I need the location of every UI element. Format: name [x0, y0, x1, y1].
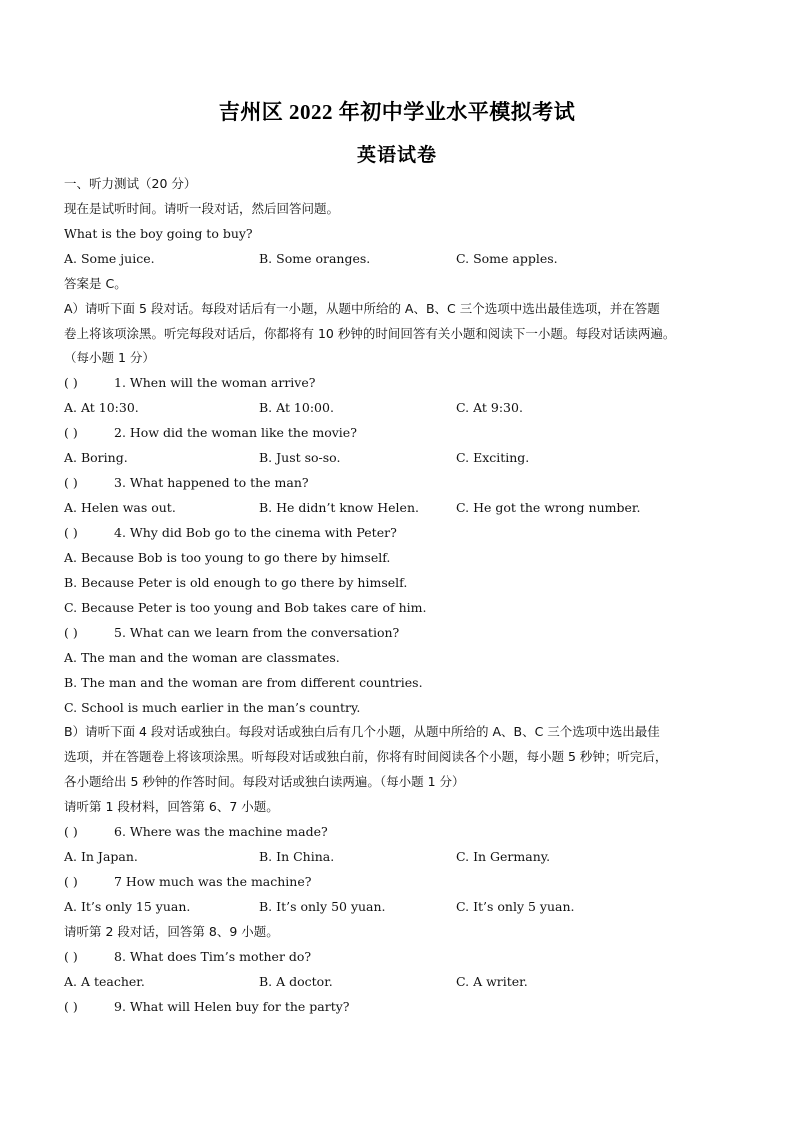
q7-option-a: A. It’s only 15 yuan. [64, 899, 191, 914]
question-text: 4. Why did Bob go to the cinema with Peter? [114, 525, 397, 540]
question-text: 3. What happened to the man? [114, 475, 309, 490]
question-text: 5. What can we learn from the conversation? [114, 625, 400, 640]
q8-option-a: A. A teacher. [64, 974, 145, 989]
practice-question: What is the boy going to buy? [64, 226, 253, 241]
part-b-instructions-2: 选项，并在答题卷上将该项涂黑。听每段对话或独白前，你将有时间阅读各个小题，每小题 5 秒钟；听完后， [64, 749, 668, 764]
question-text: 1. When will the woman arrive? [114, 375, 316, 390]
q2-option-b: B. Just so-so. [259, 450, 341, 465]
section-heading: 一、听力测试（20 分） [64, 176, 197, 191]
q5-option-b: B. The man and the woman are from different countries. [64, 675, 423, 690]
answer-bracket[interactable]: ( ) [64, 525, 78, 540]
q3-option-b: B. He didn’t know Helen. [259, 500, 419, 515]
practice-option-c: C. Some apples. [456, 251, 558, 266]
q3-option-c: C. He got the wrong number. [456, 500, 641, 515]
q2-option-c: C. Exciting. [456, 450, 530, 465]
question-1 [64, 375, 315, 391]
part-b-instructions-1: B）请听下面 4 段对话或独白。每段对话或独白后有几个小题，从题中所给的 A、B、C 三个选项中选出最佳 [64, 724, 660, 739]
question-text: 2. How did the woman like the movie? [114, 425, 357, 440]
q8-option-b: B. A doctor. [259, 974, 333, 989]
part-a-instructions-1: A）请听下面 5 段对话。每段对话后有一小题，从题中所给的 A、B、C 三个选项中选出最佳选项，并在答题 [64, 301, 660, 316]
q8-option-c: C. A writer. [456, 974, 528, 989]
answer-bracket[interactable]: ( ) [64, 824, 78, 839]
q4-option-c: C. Because Peter is too young and Bob takes care of him. [64, 600, 427, 615]
q5-option-a: A. The man and the woman are classmates. [64, 650, 340, 665]
answer-bracket[interactable]: ( ) [64, 425, 78, 440]
q6-option-b: B. In China. [259, 849, 335, 864]
q6-option-a: A. In Japan. [64, 849, 138, 864]
answer-bracket[interactable]: ( ) [64, 999, 78, 1014]
question-text: 7 How much was the machine? [114, 874, 312, 889]
answer-bracket[interactable]: ( ) [64, 375, 78, 390]
q6-option-c: C. In Germany. [456, 849, 551, 864]
material-1-intro: 请听第 1 段材料，回答第 6、7 小题。 [64, 799, 279, 814]
q5-option-c: C. School is much earlier in the man’s country. [64, 700, 361, 715]
question-text: 6. Where was the machine made? [114, 824, 328, 839]
question-7 [64, 874, 311, 890]
q1-option-b: B. At 10:00. [259, 400, 334, 415]
question-8 [64, 949, 311, 965]
practice-option-a: A. Some juice. [64, 251, 155, 266]
question-5 [64, 625, 399, 641]
material-2-intro: 请听第 2 段对话，回答第 8、9 小题。 [64, 924, 279, 939]
part-a-instructions-2: 卷上将该项涂黑。听完每段对话后，你都将有 10 秒钟的时间回答有关小题和阅读下一小题。每段对话读两遍。 [64, 326, 676, 341]
q3-option-a: A. Helen was out. [64, 500, 176, 515]
question-2 [64, 425, 357, 441]
question-9 [64, 999, 349, 1015]
q7-option-c: C. It’s only 5 yuan. [456, 899, 575, 914]
q1-option-a: A. At 10:30. [64, 400, 139, 415]
question-text: 8. What does Tim’s mother do? [114, 949, 312, 964]
practice-intro: 现在是试听时间。请听一段对话，然后回答问题。 [64, 201, 340, 216]
q4-option-a: A. Because Bob is too young to go there by himself. [64, 550, 391, 565]
question-6 [64, 824, 328, 840]
answer-bracket[interactable]: ( ) [64, 874, 78, 889]
part-a-instructions-3: （每小题 1 分） [64, 350, 155, 365]
question-text: 9. What will Helen buy for the party? [114, 999, 350, 1014]
answer-bracket[interactable]: ( ) [64, 949, 78, 964]
answer-bracket[interactable]: ( ) [64, 625, 78, 640]
q7-option-b: B. It’s only 50 yuan. [259, 899, 386, 914]
part-b-instructions-3: 各小题给出 5 秒钟的作答时间。每段对话或独白读两遍。（每小题 1 分） [64, 774, 465, 789]
practice-option-b: B. Some oranges. [259, 251, 371, 266]
answer-bracket[interactable]: ( ) [64, 475, 78, 490]
question-3 [64, 475, 309, 491]
q2-option-a: A. Boring. [64, 450, 128, 465]
q1-option-c: C. At 9:30. [456, 400, 523, 415]
exam-title: 吉州区 2022 年初中学业水平模拟考试 [218, 100, 576, 124]
exam-subtitle: 英语试卷 [356, 145, 437, 166]
q4-option-b: B. Because Peter is old enough to go there by himself. [64, 575, 408, 590]
question-4 [64, 525, 397, 541]
practice-answer: 答案是 C。 [64, 276, 127, 291]
